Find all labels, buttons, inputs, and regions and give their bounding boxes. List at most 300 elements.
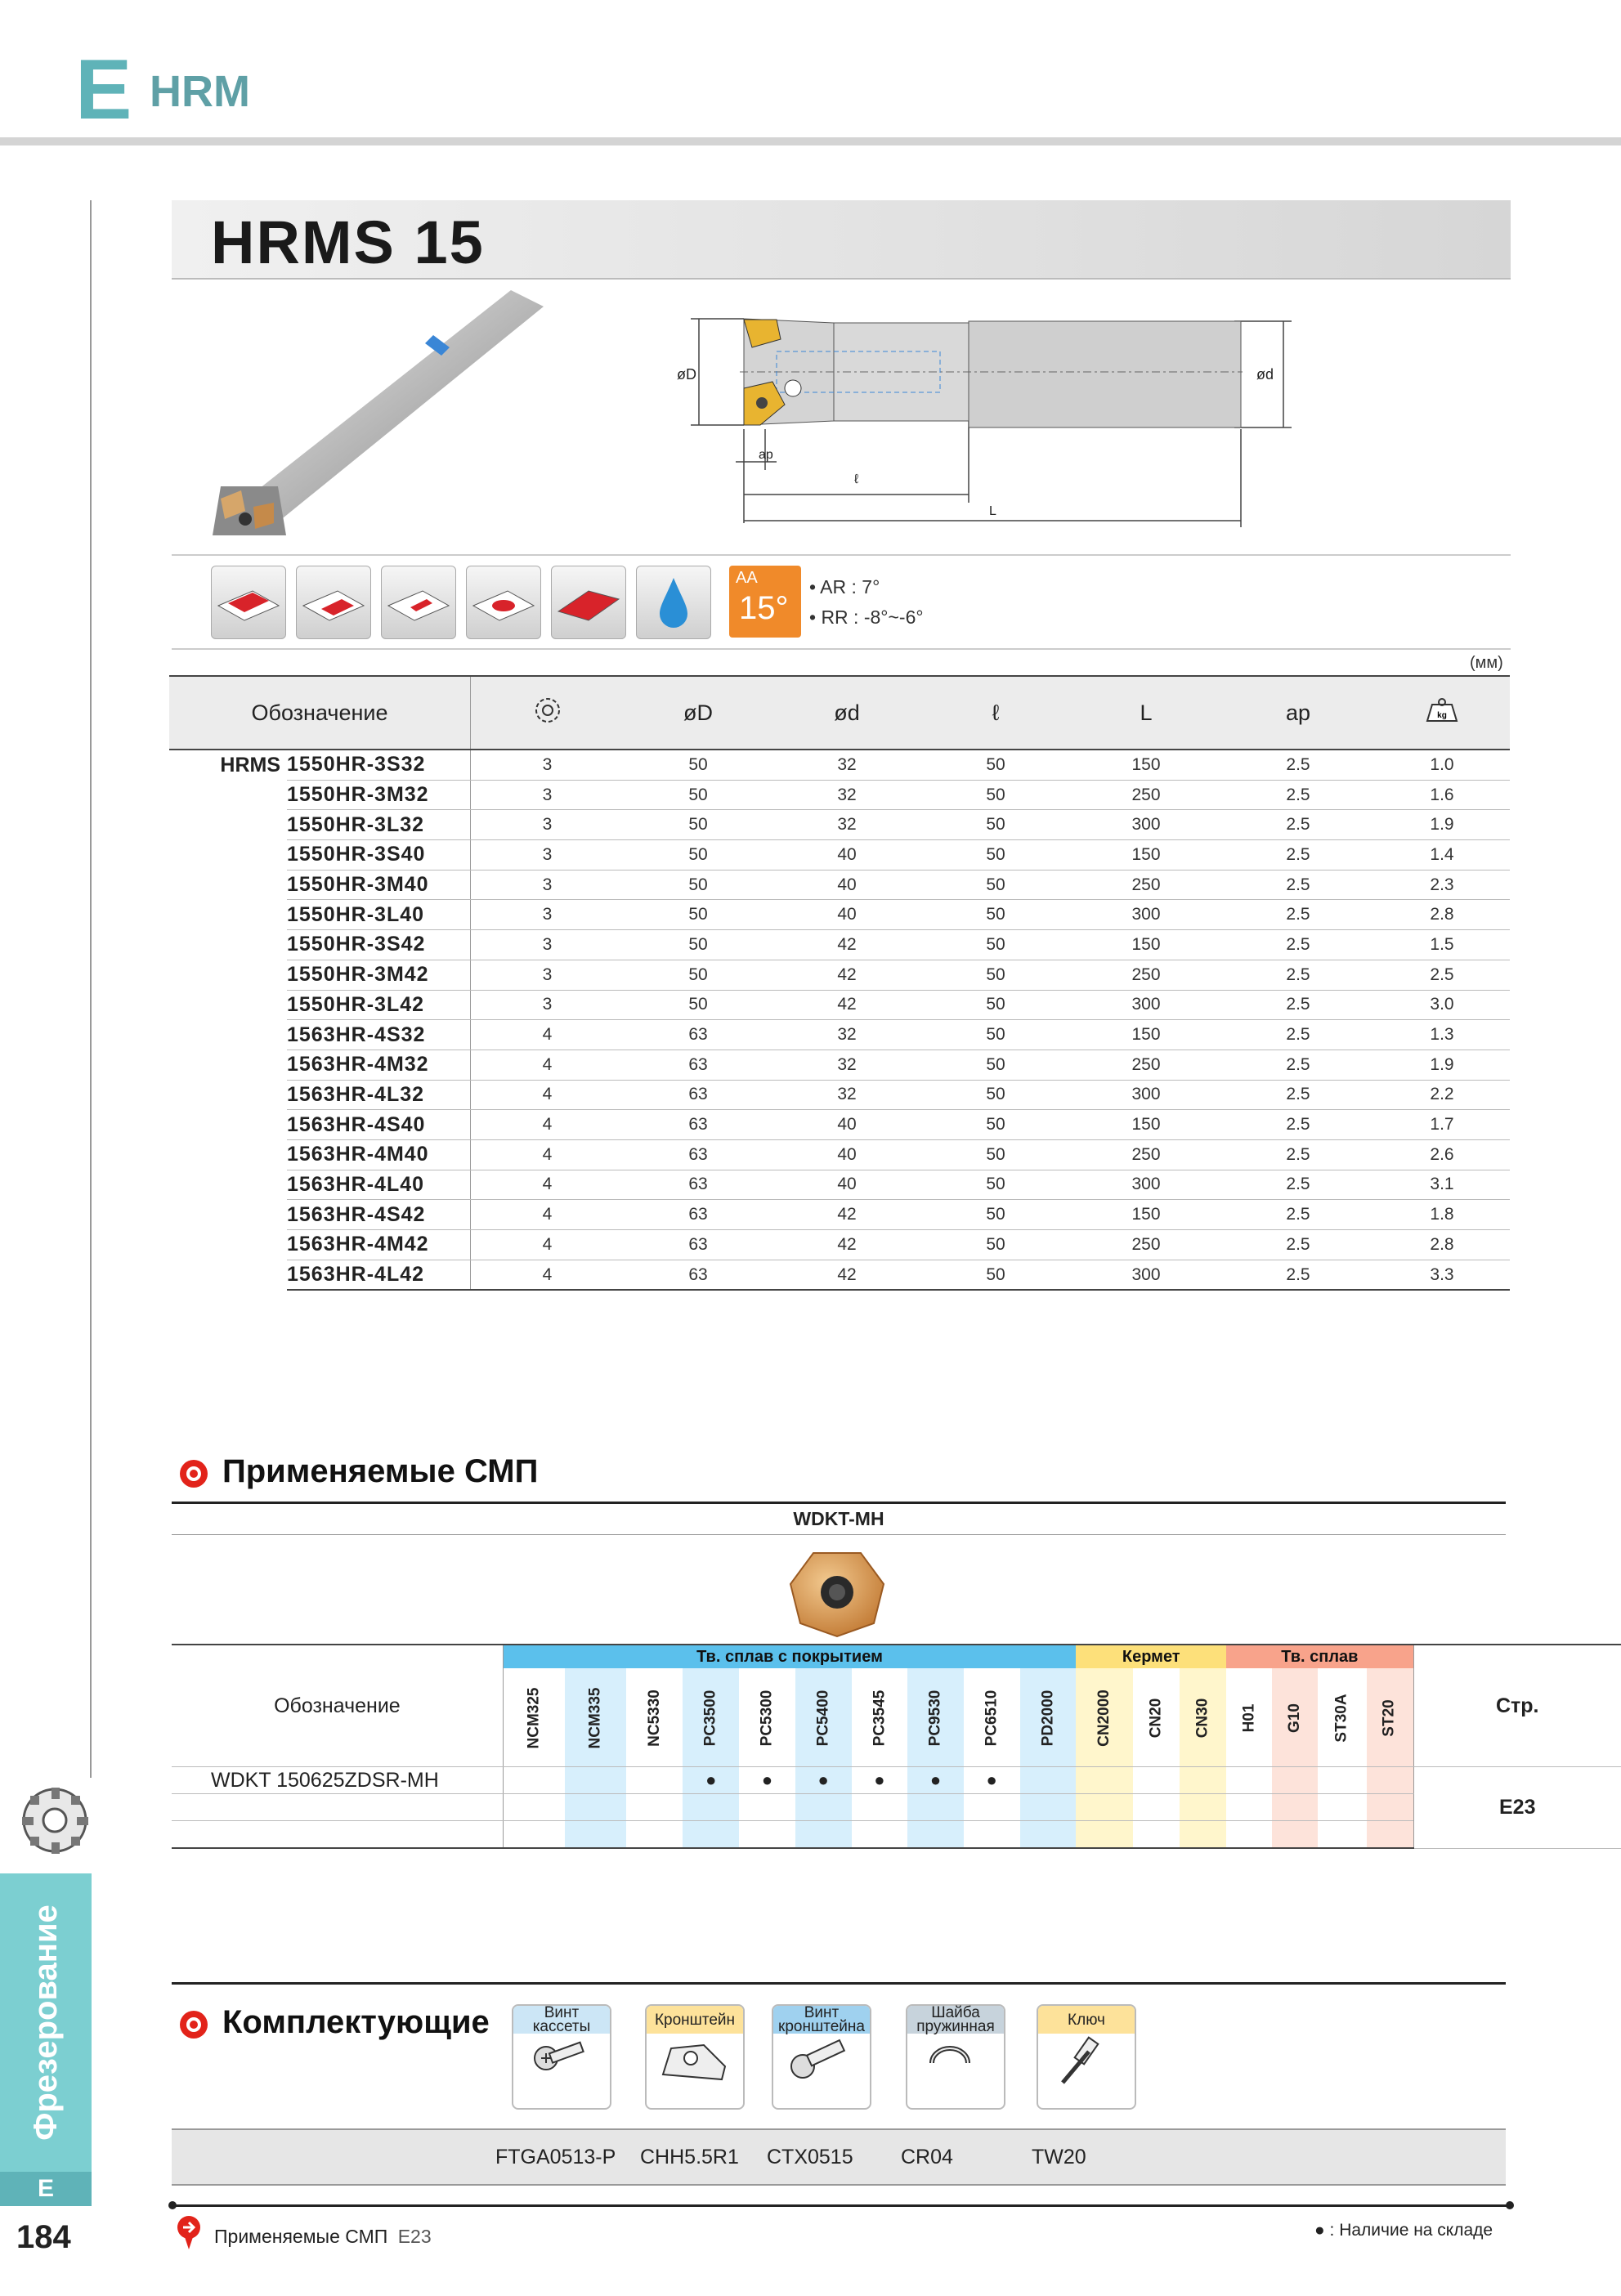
shoulder-milling-icon xyxy=(296,566,371,639)
accessory-code: FTGA0513-P xyxy=(495,2146,616,2168)
cell-L: 250 xyxy=(1070,1139,1222,1170)
cell-ap: 2.5 xyxy=(1222,780,1374,810)
grade-cell xyxy=(1226,1794,1272,1821)
grade-cell xyxy=(1180,1767,1226,1794)
grade-column-header xyxy=(852,1668,908,1767)
cutter-teeth-icon xyxy=(533,696,562,725)
designation-code: 1563HR-4M40 xyxy=(287,1139,471,1170)
stock-dot: ● xyxy=(739,1767,795,1794)
cell-d: 32 xyxy=(772,750,921,780)
designation-prefix xyxy=(169,1230,287,1260)
cell-z: 4 xyxy=(471,1230,625,1260)
grade-column-header xyxy=(907,1668,964,1767)
designation-prefix xyxy=(169,870,287,900)
cell-l: 50 xyxy=(921,1110,1070,1140)
header-teeth xyxy=(471,676,625,750)
spring-washer-icon xyxy=(907,2034,1001,2104)
cell-ap: 2.5 xyxy=(1222,1200,1374,1230)
cell-L: 300 xyxy=(1070,810,1222,840)
accessory-label: Ключ xyxy=(1038,2006,1135,2034)
cell-ap: 2.5 xyxy=(1222,1110,1374,1140)
cell-l: 50 xyxy=(921,1050,1070,1080)
svg-text:kg: kg xyxy=(1437,710,1447,720)
ramping-icon xyxy=(551,566,626,639)
designation-prefix xyxy=(169,1110,287,1140)
cell-ap: 2.5 xyxy=(1222,810,1374,840)
header-ap: ap xyxy=(1222,676,1374,750)
cell-d: 42 xyxy=(772,990,921,1020)
header-weight xyxy=(1374,676,1510,750)
cell-l: 50 xyxy=(921,1230,1070,1260)
header-L: L xyxy=(1070,676,1222,750)
accessory-card xyxy=(512,2004,611,2110)
cell-z: 4 xyxy=(471,1200,625,1230)
section-bullet-icon xyxy=(180,2011,208,2039)
stock-dot: ● xyxy=(907,1767,964,1794)
grade-designation-header: Обозначение xyxy=(172,1645,503,1767)
cell-z: 4 xyxy=(471,1020,625,1050)
grade-cell xyxy=(1076,1821,1133,1849)
grade-cell xyxy=(1020,1794,1077,1821)
designation-prefix xyxy=(169,1139,287,1170)
footer-ref-page: E23 xyxy=(397,2226,432,2247)
grade-cell xyxy=(1180,1794,1226,1821)
cell-l: 50 xyxy=(921,960,1070,990)
accessory-label: Кронштейн xyxy=(647,2006,743,2034)
grade-cell xyxy=(503,1794,564,1821)
footer-rule xyxy=(172,2204,1511,2207)
table-row xyxy=(169,930,1510,960)
accessory-card xyxy=(772,2004,871,2110)
cell-z: 3 xyxy=(471,840,625,871)
grade-label: ST20 xyxy=(1381,1699,1399,1737)
cell-ap: 2.5 xyxy=(1222,990,1374,1020)
grade-body xyxy=(172,1767,1621,1849)
cell-z: 4 xyxy=(471,1139,625,1170)
cell-d: 42 xyxy=(772,1200,921,1230)
insert-designation-empty xyxy=(172,1821,503,1849)
header-designation: Обозначение xyxy=(169,676,471,750)
grade-cell xyxy=(907,1794,964,1821)
torx-key-icon xyxy=(1038,2034,1131,2104)
grade-cell xyxy=(852,1794,908,1821)
accessory-label: Винт кассеты xyxy=(513,2006,610,2034)
cell-z: 3 xyxy=(471,990,625,1020)
grade-label: PD2000 xyxy=(1038,1690,1056,1747)
cell-z: 4 xyxy=(471,1170,625,1200)
cell-ap: 2.5 xyxy=(1222,960,1374,990)
cell-ap: 2.5 xyxy=(1222,750,1374,780)
designation-code: 1563HR-4M42 xyxy=(287,1230,471,1260)
cell-D: 50 xyxy=(624,840,772,871)
cell-D: 63 xyxy=(624,1170,772,1200)
coolant-icon xyxy=(636,566,711,639)
cell-d: 32 xyxy=(772,1080,921,1110)
cell-L: 150 xyxy=(1070,1020,1222,1050)
badge-top: AA xyxy=(736,569,758,587)
cell-D: 50 xyxy=(624,990,772,1020)
grade-cell xyxy=(1226,1767,1272,1794)
cell-L: 150 xyxy=(1070,750,1222,780)
slot-milling-icon xyxy=(381,566,456,639)
grade-label: NCM335 xyxy=(586,1687,604,1749)
cell-l: 50 xyxy=(921,870,1070,900)
icon-strip-rule-bottom xyxy=(172,648,1511,650)
grade-cell xyxy=(1076,1794,1133,1821)
grade-cell xyxy=(1133,1794,1180,1821)
insert-type: WDKT-MH xyxy=(793,1508,884,1529)
grade-cell xyxy=(1133,1821,1180,1849)
footer-rule-dot xyxy=(1506,2201,1514,2209)
approach-angle-badge xyxy=(729,566,801,638)
cell-d: 40 xyxy=(772,840,921,871)
grade-column-header xyxy=(626,1668,683,1767)
label-l: ℓ xyxy=(854,472,859,486)
grade-cell xyxy=(739,1794,795,1821)
grade-cell xyxy=(626,1821,683,1849)
cell-d: 42 xyxy=(772,930,921,960)
sidebar-line xyxy=(90,200,92,1778)
designation-code: 1563HR-4M32 xyxy=(287,1050,471,1080)
label-ap: ap xyxy=(759,448,773,462)
cell-kg: 1.8 xyxy=(1374,1200,1510,1230)
face-milling-icon xyxy=(211,566,286,639)
cell-L: 250 xyxy=(1070,1050,1222,1080)
cell-L: 250 xyxy=(1070,960,1222,990)
designation-prefix xyxy=(169,930,287,960)
cell-kg: 1.5 xyxy=(1374,930,1510,960)
grade-cell xyxy=(1318,1767,1366,1794)
grade-row xyxy=(172,1794,1621,1821)
cell-kg: 2.5 xyxy=(1374,960,1510,990)
designation-code: 1550HR-3L32 xyxy=(287,810,471,840)
grade-cell xyxy=(1180,1821,1226,1849)
table-row xyxy=(169,900,1510,930)
cell-kg: 2.3 xyxy=(1374,870,1510,900)
clamp-screw-icon xyxy=(773,2034,866,2104)
cell-l: 50 xyxy=(921,750,1070,780)
cell-d: 42 xyxy=(772,960,921,990)
grade-label: CN30 xyxy=(1193,1698,1211,1739)
cell-ap: 2.5 xyxy=(1222,1260,1374,1290)
cell-ap: 2.5 xyxy=(1222,1050,1374,1080)
stock-dot: ● xyxy=(852,1767,908,1794)
grade-cell xyxy=(565,1767,626,1794)
page-title: HRMS 15 xyxy=(211,208,485,276)
grade-cell xyxy=(683,1794,739,1821)
footer-reference[interactable] xyxy=(214,2226,432,2248)
grade-label: CN20 xyxy=(1147,1698,1165,1739)
designation-code: 1550HR-3M32 xyxy=(287,780,471,810)
grade-cell xyxy=(739,1821,795,1849)
icon-strip-rule xyxy=(172,554,1511,556)
spec-header-row xyxy=(169,676,1510,750)
cell-D: 50 xyxy=(624,750,772,780)
table-row xyxy=(169,990,1510,1020)
axial-rake: • AR : 7° xyxy=(809,576,880,597)
designation-prefix xyxy=(169,1170,287,1200)
cell-kg: 2.8 xyxy=(1374,900,1510,930)
designation-code: 1550HR-3S42 xyxy=(287,930,471,960)
grade-cell xyxy=(964,1794,1020,1821)
cell-kg: 2.6 xyxy=(1374,1139,1510,1170)
accessory-code: TW20 xyxy=(1032,2146,1086,2168)
cell-d: 40 xyxy=(772,1110,921,1140)
designation-prefix xyxy=(169,1200,287,1230)
cell-l: 50 xyxy=(921,1260,1070,1290)
cell-L: 150 xyxy=(1070,1110,1222,1140)
clamp-icon xyxy=(647,2034,740,2104)
cell-d: 42 xyxy=(772,1230,921,1260)
grade-cell xyxy=(1020,1821,1077,1849)
section-name: HRM xyxy=(150,67,250,116)
cell-L: 250 xyxy=(1070,870,1222,900)
designation-code: 1550HR-3S40 xyxy=(287,840,471,871)
inserts-rule xyxy=(172,1502,1506,1504)
header-l: ℓ xyxy=(921,676,1070,750)
table-row xyxy=(169,1139,1510,1170)
cell-z: 4 xyxy=(471,1260,625,1290)
grade-column-header xyxy=(1133,1668,1180,1767)
cell-kg: 2.2 xyxy=(1374,1080,1510,1110)
group-coated: Тв. сплав с покрытием xyxy=(503,1645,1076,1668)
grade-page-header: Стр. xyxy=(1413,1645,1621,1767)
cell-L: 250 xyxy=(1070,780,1222,810)
designation-code: 1550HR-3L42 xyxy=(287,990,471,1020)
designation-code: 1550HR-3M40 xyxy=(287,870,471,900)
grade-column-header xyxy=(1076,1668,1133,1767)
cell-kg: 1.6 xyxy=(1374,780,1510,810)
reference-arrow-icon xyxy=(175,2215,203,2251)
grade-column-header xyxy=(683,1668,739,1767)
grade-cell xyxy=(1318,1821,1366,1849)
grade-cell xyxy=(907,1821,964,1849)
cell-ap: 2.5 xyxy=(1222,1139,1374,1170)
cell-L: 300 xyxy=(1070,900,1222,930)
label-D: øD xyxy=(677,366,696,383)
cell-kg: 1.9 xyxy=(1374,1050,1510,1080)
designation-prefix xyxy=(169,1080,287,1110)
grade-cell xyxy=(565,1794,626,1821)
cell-l: 50 xyxy=(921,990,1070,1020)
grade-label: H01 xyxy=(1240,1703,1258,1733)
cell-kg: 3.3 xyxy=(1374,1260,1510,1290)
cell-z: 3 xyxy=(471,960,625,990)
cell-d: 40 xyxy=(772,900,921,930)
designation-prefix xyxy=(169,990,287,1020)
designation-code: 1550HR-3M42 xyxy=(287,960,471,990)
grade-cell xyxy=(1367,1821,1413,1849)
accessory-card xyxy=(906,2004,1005,2110)
designation-prefix xyxy=(169,1050,287,1080)
grade-cell xyxy=(1367,1794,1413,1821)
grade-column-header xyxy=(1180,1668,1226,1767)
designation-code: 1563HR-4S42 xyxy=(287,1200,471,1230)
grade-cell xyxy=(1133,1767,1180,1794)
cell-l: 50 xyxy=(921,1080,1070,1110)
cell-d: 40 xyxy=(772,870,921,900)
section-letter: E xyxy=(75,43,132,137)
grade-cell xyxy=(626,1794,683,1821)
cell-l: 50 xyxy=(921,1020,1070,1050)
cell-kg: 1.0 xyxy=(1374,750,1510,780)
designation-code: 1563HR-4L42 xyxy=(287,1260,471,1290)
group-cermet: Кермет xyxy=(1076,1645,1226,1668)
cell-z: 3 xyxy=(471,870,625,900)
grade-column-header xyxy=(1318,1668,1366,1767)
cell-ap: 2.5 xyxy=(1222,1170,1374,1200)
cell-D: 50 xyxy=(624,900,772,930)
cell-l: 50 xyxy=(921,810,1070,840)
cell-D: 50 xyxy=(624,960,772,990)
spec-body xyxy=(169,750,1510,1290)
accessory-label: Винт кронштейна xyxy=(773,2006,870,2034)
footer-rule-dot xyxy=(168,2201,177,2209)
insert-type-rule xyxy=(172,1534,1506,1535)
cell-L: 150 xyxy=(1070,930,1222,960)
cell-d: 42 xyxy=(772,1260,921,1290)
stock-dot: ● xyxy=(683,1767,739,1794)
header-rule xyxy=(0,137,1621,145)
cell-D: 50 xyxy=(624,780,772,810)
sidebar-tab-label: Фрезерование xyxy=(27,1904,64,2141)
grade-label: PC6510 xyxy=(983,1690,1001,1747)
insert-image xyxy=(789,1551,885,1638)
cell-L: 150 xyxy=(1070,1200,1222,1230)
grade-cell xyxy=(1272,1794,1318,1821)
cell-z: 3 xyxy=(471,750,625,780)
designation-code: 1550HR-3S32 xyxy=(287,750,471,780)
grade-cell xyxy=(1272,1821,1318,1849)
pocket-milling-icon xyxy=(466,566,541,639)
grade-column-header xyxy=(1020,1668,1077,1767)
grade-cell xyxy=(795,1821,852,1849)
grade-column-header xyxy=(1226,1668,1272,1767)
cell-D: 50 xyxy=(624,930,772,960)
inserts-title: Применяемые СМП xyxy=(222,1453,539,1489)
grade-label: NCM325 xyxy=(525,1687,543,1749)
cell-D: 63 xyxy=(624,1139,772,1170)
designation-prefix xyxy=(169,810,287,840)
label-L: L xyxy=(989,504,996,518)
grade-column-header xyxy=(739,1668,795,1767)
cell-z: 3 xyxy=(471,900,625,930)
cell-z: 3 xyxy=(471,930,625,960)
grade-label: PC9530 xyxy=(926,1690,944,1747)
table-row xyxy=(169,1080,1510,1110)
grade-label: PC5300 xyxy=(758,1690,776,1747)
designation-code: 1550HR-3L40 xyxy=(287,900,471,930)
cell-D: 63 xyxy=(624,1110,772,1140)
cell-l: 50 xyxy=(921,900,1070,930)
grade-label: NC5330 xyxy=(645,1690,663,1747)
accessories-rule xyxy=(172,1982,1506,1985)
accessory-code: CR04 xyxy=(901,2146,953,2168)
designation-prefix xyxy=(169,1260,287,1290)
spec-table xyxy=(169,675,1510,1291)
cell-kg: 1.9 xyxy=(1374,810,1510,840)
designation-prefix xyxy=(169,1020,287,1050)
cell-kg: 3.0 xyxy=(1374,990,1510,1020)
cell-D: 63 xyxy=(624,1200,772,1230)
milling-cutter-icon xyxy=(20,1786,90,1855)
cell-l: 50 xyxy=(921,780,1070,810)
grade-cell xyxy=(565,1821,626,1849)
grade-cell xyxy=(1318,1794,1366,1821)
cell-ap: 2.5 xyxy=(1222,840,1374,871)
table-row xyxy=(169,840,1510,871)
cell-ap: 2.5 xyxy=(1222,1230,1374,1260)
cell-L: 300 xyxy=(1070,1260,1222,1290)
cell-ap: 2.5 xyxy=(1222,1080,1374,1110)
designation-prefix xyxy=(169,900,287,930)
grade-cell xyxy=(503,1767,564,1794)
accessory-code: CTX0515 xyxy=(767,2146,853,2168)
page-number: 184 xyxy=(16,2219,71,2255)
sidebar-tab-label-wrap xyxy=(0,1873,92,2172)
header-d: ød xyxy=(772,676,921,750)
stock-dot: ● xyxy=(795,1767,852,1794)
cell-D: 50 xyxy=(624,810,772,840)
accessory-card xyxy=(645,2004,745,2110)
cell-l: 50 xyxy=(921,1200,1070,1230)
grade-cell xyxy=(1076,1767,1133,1794)
table-row xyxy=(169,750,1510,780)
grade-column-header xyxy=(1272,1668,1318,1767)
designation-code: 1563HR-4S40 xyxy=(287,1110,471,1140)
grade-label: PC3545 xyxy=(870,1690,888,1747)
cell-d: 32 xyxy=(772,1020,921,1050)
tool-photo xyxy=(196,290,572,544)
insert-designation: WDKT 150625ZDSR-MH xyxy=(172,1767,503,1794)
designation-prefix xyxy=(169,780,287,810)
cell-z: 3 xyxy=(471,810,625,840)
accessory-label: Шайба пружинная xyxy=(907,2006,1004,2034)
header-D: øD xyxy=(624,676,772,750)
cell-l: 50 xyxy=(921,930,1070,960)
grade-cell xyxy=(626,1767,683,1794)
stock-note: ● : Наличие на складе xyxy=(1314,2221,1493,2240)
cell-d: 32 xyxy=(772,810,921,840)
badge-angle: 15° xyxy=(739,590,789,626)
cell-kg: 1.7 xyxy=(1374,1110,1510,1140)
accessories-title: Комплектующие xyxy=(222,2004,490,2040)
cell-z: 4 xyxy=(471,1080,625,1110)
cell-kg: 1.3 xyxy=(1374,1020,1510,1050)
grade-cell xyxy=(1020,1767,1077,1794)
grade-cell xyxy=(1226,1821,1272,1849)
cell-ap: 2.5 xyxy=(1222,870,1374,900)
grade-row xyxy=(172,1821,1621,1849)
table-row xyxy=(169,870,1510,900)
grade-cell xyxy=(683,1821,739,1849)
grade-label: CN2000 xyxy=(1095,1690,1113,1747)
grade-column-header xyxy=(503,1668,564,1767)
grade-column-header xyxy=(1367,1668,1413,1767)
designation-prefix xyxy=(169,960,287,990)
cell-ap: 2.5 xyxy=(1222,930,1374,960)
cell-kg: 3.1 xyxy=(1374,1170,1510,1200)
label-d: ød xyxy=(1256,366,1274,383)
grade-label: ST30A xyxy=(1333,1694,1351,1743)
table-row xyxy=(169,1110,1510,1140)
insert-designation-empty xyxy=(172,1794,503,1821)
insert-page[interactable]: E23 xyxy=(1413,1767,1621,1849)
cell-L: 150 xyxy=(1070,840,1222,871)
screw-icon xyxy=(513,2034,607,2104)
accessory-card xyxy=(1037,2004,1136,2110)
grade-label: PC5400 xyxy=(814,1690,832,1747)
